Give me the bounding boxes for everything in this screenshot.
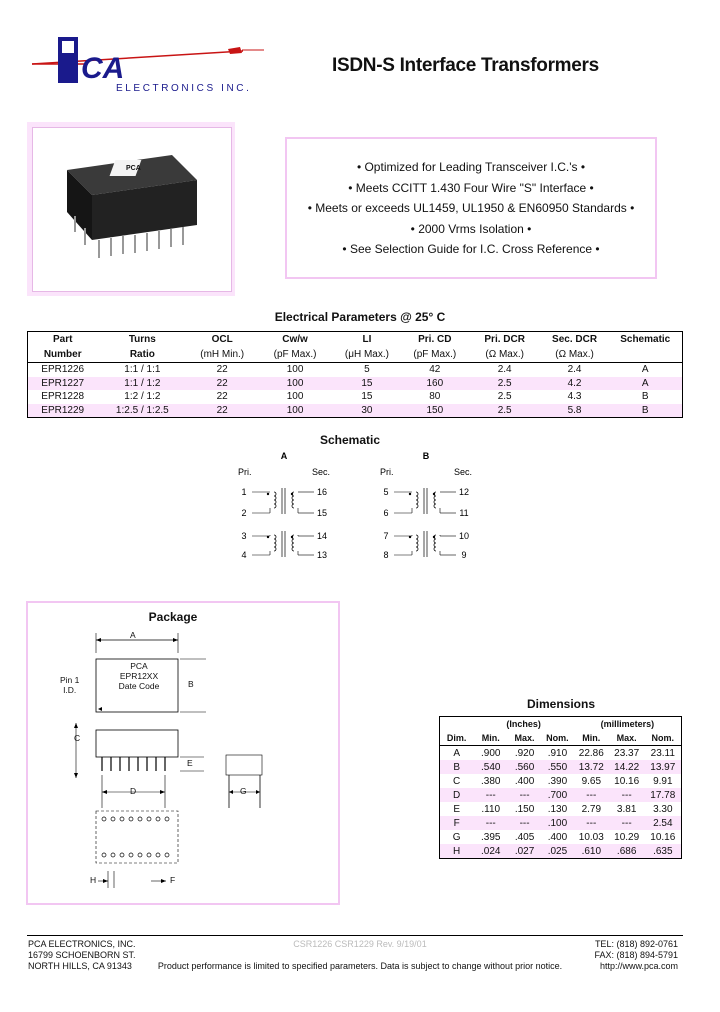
table-cell: H [453, 845, 461, 857]
dim-group-mm: (millimeters) [600, 719, 655, 729]
feature-item: • Meets CCITT 1.430 Four Wire "S" Interface • [348, 180, 594, 195]
pin-number: 3 [241, 531, 247, 541]
feature-item: • 2000 Vrms Isolation • [410, 221, 532, 236]
electrical-header: Pri. CD [418, 334, 452, 345]
table-cell: 2.79 [581, 803, 602, 815]
table-cell: 100 [286, 364, 304, 376]
tel-number: TEL: (818) 892-0761 [594, 939, 678, 949]
table-cell: 22 [216, 364, 228, 376]
table-cell: 9.65 [581, 775, 602, 787]
table-cell: .150 [514, 803, 535, 815]
electrical-header: OCL [211, 334, 233, 345]
table-cell: 17.78 [650, 789, 676, 801]
table-cell: A [641, 377, 649, 389]
table-cell: .025 [547, 845, 568, 857]
electrical-title: Electrical Parameters @ 25° C [274, 310, 446, 324]
table-cell: .024 [481, 845, 501, 857]
table-cell: 14.22 [614, 761, 640, 773]
company-name: ELECTRONICS INC. [116, 83, 252, 94]
table-cell: 4.2 [567, 377, 582, 389]
table-cell: 1:1 / 1:2 [124, 377, 161, 389]
table-cell: A [453, 747, 460, 759]
table-cell: 1:2 / 1:2 [124, 391, 161, 403]
electrical-subheader: Number [43, 349, 82, 360]
table-cell: .100 [547, 817, 568, 829]
dim-header: Max. [616, 733, 637, 743]
pri-label: Pri. [238, 467, 252, 477]
table-cell: EPR1226 [41, 364, 85, 376]
table-cell: 5 [364, 364, 370, 376]
pin-number: 13 [316, 550, 328, 560]
table-row [28, 377, 683, 391]
table-cell: EPR1228 [41, 391, 85, 403]
page-title: ISDN-S Interface Transformers [332, 55, 599, 76]
dim-header-blank [440, 717, 474, 732]
sec-label: Sec. [454, 467, 473, 477]
pin1-text: I.D. [63, 685, 77, 695]
pin-number: 11 [459, 508, 469, 518]
pin1-label [60, 675, 79, 695]
electrical-header: Turns [128, 334, 156, 345]
electrical-header: Part [52, 334, 73, 345]
schematic-title: Schematic [319, 433, 381, 447]
dim-label-a: A [130, 630, 136, 640]
feature-item: • Optimized for Leading Transceiver I.C.'s • [356, 160, 586, 174]
electrical-subheader: (pF Max.) [413, 349, 457, 360]
table-row [440, 802, 682, 816]
pin-number: 2 [241, 508, 247, 518]
footer-rule [27, 935, 683, 936]
table-cell: .560 [514, 761, 535, 773]
pin1-text: Pin 1 [60, 675, 80, 685]
dim-label-b: B [188, 679, 194, 689]
table-cell: G [452, 831, 461, 843]
table-cell: 23.37 [614, 747, 640, 759]
electrical-subheader: (mH Min.) [200, 349, 245, 360]
dimensions-title: Dimensions [526, 697, 595, 711]
dim-label-g: G [240, 786, 247, 796]
table-cell: 22 [216, 391, 228, 403]
table-row [440, 746, 682, 761]
table-cell: .390 [547, 775, 568, 787]
table-cell: .686 [616, 845, 637, 857]
table-cell: 9.91 [653, 775, 673, 787]
footer-contact [550, 939, 678, 972]
table-cell: 3.30 [653, 803, 673, 815]
dimensions-table [439, 716, 682, 859]
table-cell: 22 [216, 377, 228, 389]
pin-number: 16 [316, 487, 328, 497]
marking-line: Date Code [118, 681, 160, 691]
table-cell: 2.4 [497, 364, 512, 376]
table-row [440, 830, 682, 844]
dim-label-h: H [90, 875, 97, 885]
table-cell: .635 [653, 845, 673, 857]
table-cell: --- [586, 789, 597, 801]
schematic-label: A [280, 451, 288, 461]
pin-number: 4 [241, 550, 247, 560]
fax-number: FAX: (818) 894-5791 [594, 950, 678, 960]
dim-label-d: D [130, 786, 137, 796]
electrical-header: Schematic [620, 334, 671, 345]
electrical-subheader: (Ω Max.) [555, 349, 594, 360]
table-cell: C [453, 775, 461, 787]
table-cell: 5.8 [567, 404, 582, 416]
table-cell: 10.16 [650, 831, 676, 843]
table-cell: .130 [547, 803, 568, 815]
table-cell: 42 [429, 364, 441, 376]
dim-header: Max. [514, 733, 535, 743]
pin-number: 15 [316, 508, 328, 518]
table-cell: 100 [286, 391, 304, 403]
product-marking: PCA [126, 165, 141, 172]
table-cell: 15 [361, 391, 373, 403]
package-title: Package [148, 610, 198, 624]
dim-header: Min. [481, 733, 500, 743]
table-cell: --- [485, 817, 496, 829]
pin-number: 7 [383, 531, 389, 541]
features-box [285, 137, 657, 279]
feature-item: • Meets or exceeds UL1459, UL1950 & EN60950 Standards • [307, 201, 635, 215]
table-row [440, 816, 682, 830]
table-cell: 4.3 [567, 391, 582, 403]
table-cell: 10.03 [578, 831, 604, 843]
dim-label-e: E [187, 758, 193, 768]
electrical-header: Pri. DCR [484, 334, 525, 345]
address-line: PCA ELECTRONICS, INC. [28, 939, 136, 949]
table-row [28, 390, 683, 404]
sec-label: Sec. [312, 467, 331, 477]
pin-number: 8 [383, 550, 389, 560]
table-row [28, 404, 683, 418]
table-cell: .540 [481, 761, 501, 773]
table-cell: 1:2.5 / 1:2.5 [115, 404, 169, 416]
table-cell: 22 [216, 404, 228, 416]
table-cell: .550 [547, 761, 568, 773]
table-cell: EPR1227 [41, 377, 85, 389]
schematic-diagram [230, 448, 500, 568]
disclaimer: Product performance is limited to specified parameters. Data is subject to change without prior notice. [157, 961, 563, 971]
table-cell: --- [621, 817, 632, 829]
dim-header: Nom. [546, 733, 569, 743]
package-drawing [28, 603, 338, 903]
table-cell: 13.97 [650, 761, 676, 773]
table-cell: F [453, 817, 460, 829]
table-cell: 10.29 [614, 831, 640, 843]
pin-number: 14 [316, 531, 328, 541]
features-list [286, 157, 656, 260]
table-cell: .900 [481, 747, 501, 759]
table-row [440, 760, 682, 774]
table-cell: .027 [514, 845, 535, 857]
table-cell: .920 [514, 747, 535, 759]
table-cell: 2.54 [653, 817, 673, 829]
dim-header: Min. [582, 733, 601, 743]
table-cell: 80 [429, 391, 441, 403]
table-cell: .110 [481, 803, 501, 815]
table-cell: .400 [547, 831, 568, 843]
table-cell: 13.72 [578, 761, 604, 773]
table-cell: 150 [426, 404, 444, 416]
table-cell: 15 [361, 377, 373, 389]
marking-line: EPR12XX [119, 671, 159, 681]
package-marking [98, 661, 180, 691]
table-cell: B [641, 391, 649, 403]
electrical-header: Sec. DCR [552, 334, 598, 345]
dim-label-c: C [74, 733, 81, 743]
pin-number: 5 [383, 487, 389, 497]
table-cell: 3.81 [616, 803, 637, 815]
table-cell: 2.5 [497, 404, 512, 416]
feature-item: • See Selection Guide for I.C. Cross Reference • [342, 242, 600, 256]
pri-label: Pri. [380, 467, 394, 477]
electrical-table [27, 331, 683, 418]
table-cell: .910 [547, 747, 568, 759]
table-row [440, 788, 682, 802]
table-cell: .405 [514, 831, 535, 843]
electrical-subheader [608, 347, 682, 363]
table-row [440, 774, 682, 788]
table-cell: 22.86 [578, 747, 604, 759]
table-cell: B [453, 761, 460, 773]
pin-number: 12 [458, 487, 470, 497]
dim-header: Nom. [651, 733, 675, 743]
dim-header: Dim. [446, 733, 467, 743]
table-cell: E [453, 803, 460, 815]
table-cell: --- [621, 789, 632, 801]
electrical-header: Cw/w [282, 334, 308, 345]
marking-line: PCA [130, 661, 148, 671]
dim-label-f: F [170, 875, 176, 885]
table-cell: .700 [547, 789, 568, 801]
table-cell: EPR1229 [41, 404, 85, 416]
electrical-header: LI [362, 334, 372, 345]
svg-text:CA: CA [81, 52, 125, 85]
table-cell: 1:1 / 1:1 [124, 364, 161, 376]
doc-reference: CSR1226 CSR1229 Rev. 9/19/01 [293, 939, 427, 949]
table-cell: 100 [286, 404, 304, 416]
table-cell: --- [586, 817, 597, 829]
table-cell: .400 [514, 775, 535, 787]
address-line: NORTH HILLS, CA 91343 [28, 961, 132, 971]
package-box [26, 601, 340, 905]
table-cell: .380 [481, 775, 501, 787]
table-cell: 2.5 [497, 377, 512, 389]
pin-number: 6 [383, 508, 389, 518]
table-cell: B [641, 404, 649, 416]
table-cell: 100 [286, 377, 304, 389]
electrical-subheader: (μH Max.) [344, 349, 389, 360]
table-cell: D [453, 789, 461, 801]
website-link[interactable]: http://www.pca.com [599, 961, 678, 971]
schematic-label: B [422, 451, 430, 461]
table-row [440, 844, 682, 859]
table-cell: 160 [426, 377, 444, 389]
table-cell: A [641, 364, 649, 376]
product-photo-frame [27, 122, 235, 296]
electrical-subheader: (pF Max.) [273, 349, 317, 360]
pin-number: 9 [461, 550, 467, 560]
pin-number: 10 [458, 531, 470, 541]
address-line: 16799 SCHOENBORN ST. [28, 950, 136, 960]
table-row [28, 363, 683, 377]
table-cell: 23.11 [650, 747, 675, 759]
table-cell: --- [519, 789, 530, 801]
table-cell: --- [485, 789, 496, 801]
table-cell: 30 [361, 404, 373, 416]
pin-number: 1 [241, 487, 247, 497]
table-cell: .395 [481, 831, 501, 843]
table-cell: 10.16 [614, 775, 640, 787]
electrical-subheader: (Ω Max.) [485, 349, 524, 360]
table-cell: --- [519, 817, 530, 829]
table-cell: 2.5 [497, 391, 512, 403]
table-cell: .610 [581, 845, 602, 857]
dim-group-inches: (Inches) [506, 719, 541, 729]
table-cell: 2.4 [567, 364, 582, 376]
electrical-subheader: Ratio [129, 349, 155, 360]
